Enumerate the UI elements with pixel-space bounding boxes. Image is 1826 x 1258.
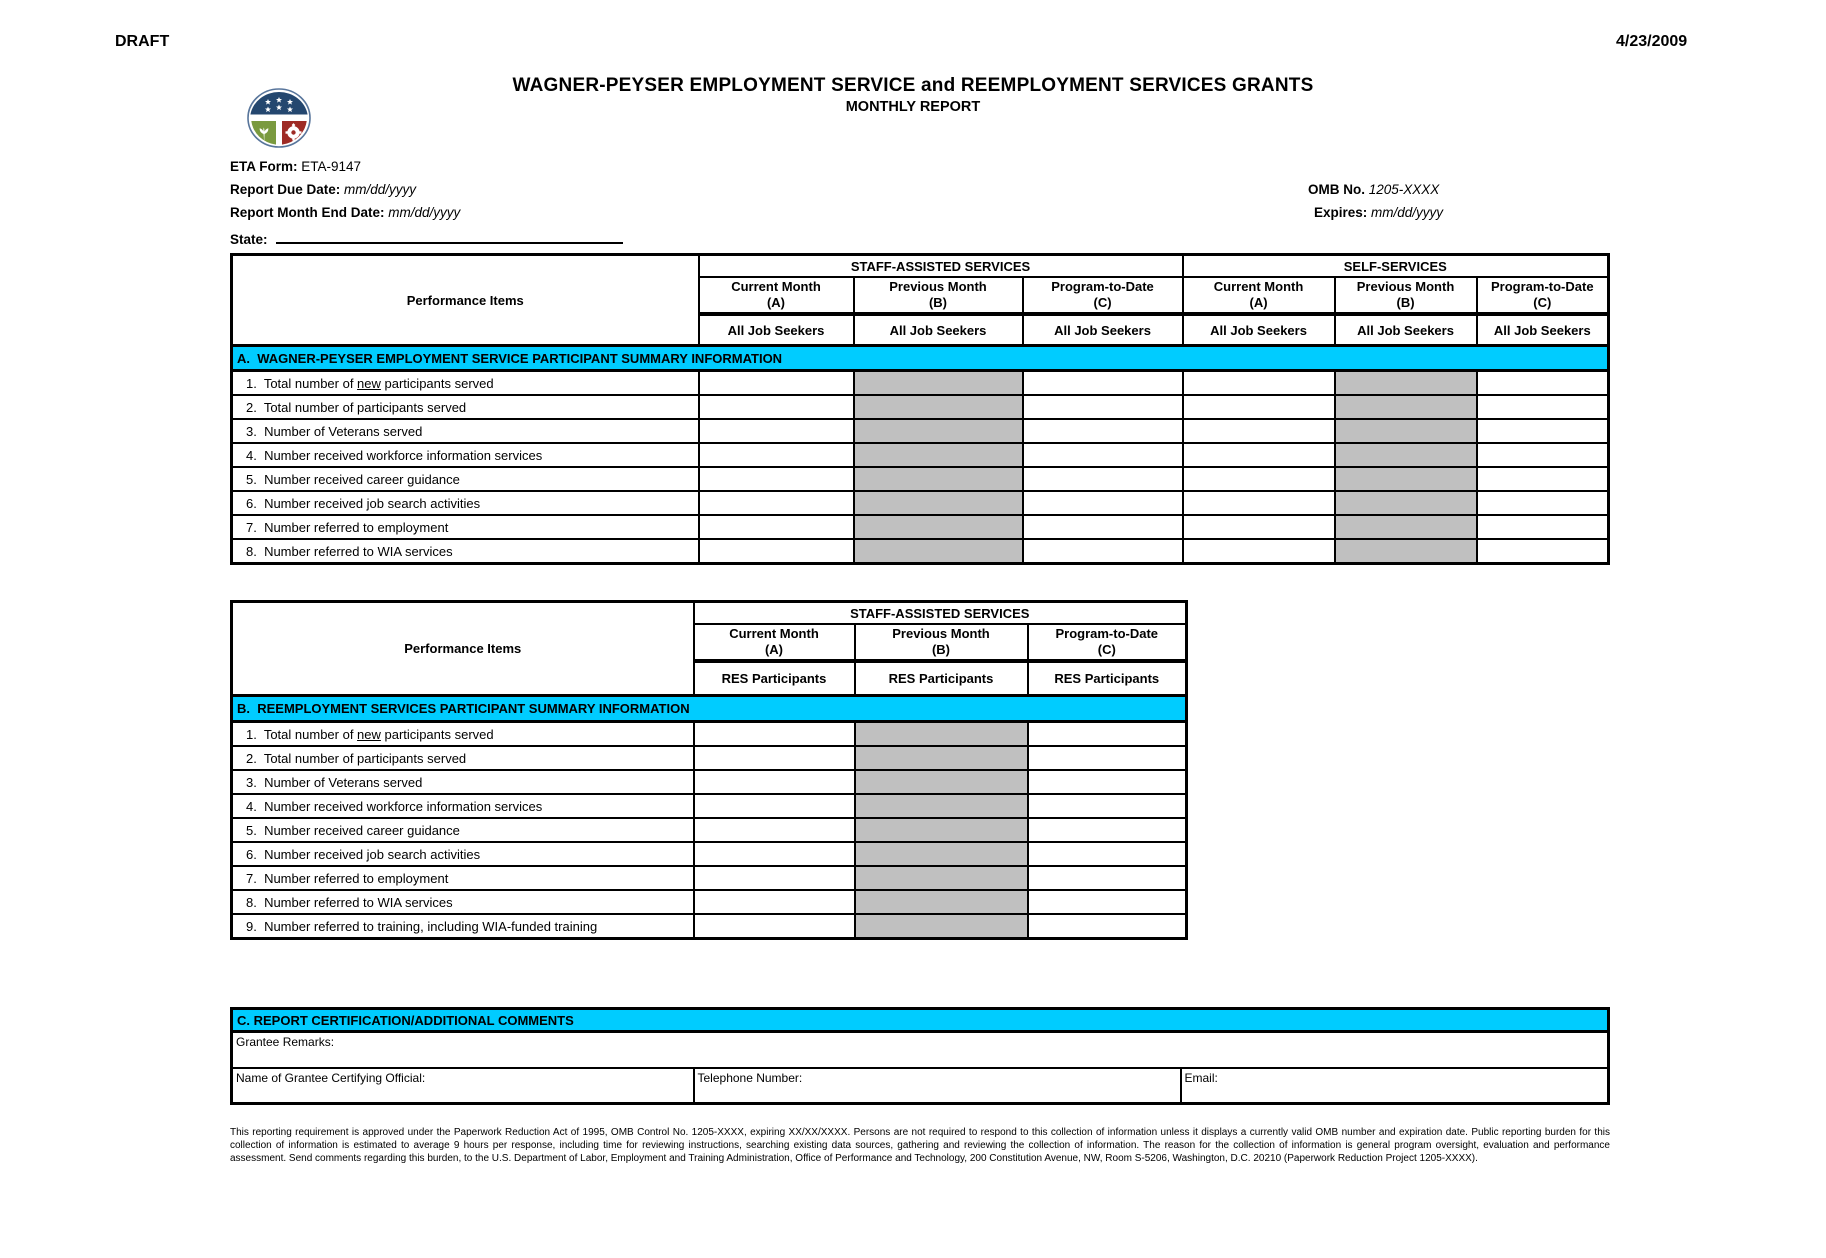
data-cell-shaded (855, 722, 1028, 747)
data-cell[interactable] (1183, 395, 1335, 419)
row-label: 4. Number received workforce information services (232, 794, 694, 818)
row-label: 6. Number received job search activities (232, 491, 699, 515)
data-cell-shaded (854, 467, 1023, 491)
data-cell[interactable] (699, 539, 854, 564)
omb-line (1308, 182, 1439, 197)
table-row (232, 866, 1187, 890)
data-cell[interactable] (1183, 515, 1335, 539)
data-cell[interactable] (699, 419, 854, 443)
row-label: 4. Number received workforce information services (232, 443, 699, 467)
col-header: Current Month (A) (1183, 277, 1335, 314)
data-cell[interactable] (1477, 443, 1609, 467)
month-end-line (230, 205, 460, 220)
data-cell[interactable] (694, 890, 855, 914)
data-cell[interactable] (1183, 491, 1335, 515)
month-end-label: Report Month End Date: (230, 205, 385, 220)
table-row (232, 722, 1187, 747)
section-b-title-bar: B. REEMPLOYMENT SERVICES PARTICIPANT SUMMARY INFORMATION (232, 696, 1187, 722)
data-cell-shaded (1335, 395, 1477, 419)
table-b-reemployment (230, 600, 1188, 940)
row-label: 1. Total number of new participants served (232, 722, 694, 747)
table-row (232, 443, 1609, 467)
row-label: 5. Number received career guidance (232, 467, 699, 491)
data-cell[interactable] (1477, 371, 1609, 396)
self-services-group-header: SELF-SERVICES (1183, 255, 1609, 278)
data-cell-shaded (855, 818, 1028, 842)
data-cell[interactable] (1183, 419, 1335, 443)
data-cell[interactable] (694, 746, 855, 770)
data-cell[interactable] (1028, 770, 1187, 794)
table-row (232, 395, 1609, 419)
sub-header: All Job Seekers (1335, 314, 1477, 346)
data-cell[interactable] (694, 866, 855, 890)
row-label: 6. Number received job search activities (232, 842, 694, 866)
data-cell[interactable] (1023, 419, 1183, 443)
sub-header: All Job Seekers (699, 314, 854, 346)
data-cell[interactable] (1183, 371, 1335, 396)
state-label: State: (230, 232, 268, 247)
col-header: Previous Month (B) (854, 277, 1023, 314)
table-row (232, 794, 1187, 818)
data-cell-shaded (1335, 419, 1477, 443)
data-cell[interactable] (1023, 467, 1183, 491)
table-row (232, 890, 1187, 914)
data-cell[interactable] (699, 467, 854, 491)
certifying-official-label: Name of Grantee Certifying Official: (236, 1071, 426, 1085)
row-label: 5. Number received career guidance (232, 818, 694, 842)
data-cell[interactable] (699, 515, 854, 539)
data-cell-shaded (1335, 515, 1477, 539)
data-cell[interactable] (694, 722, 855, 747)
data-cell-shaded (854, 443, 1023, 467)
row-label: 9. Number referred to training, including WIA-funded training (232, 914, 694, 939)
table-row (232, 770, 1187, 794)
data-cell-shaded (1335, 371, 1477, 396)
data-cell[interactable] (694, 818, 855, 842)
sub-header: All Job Seekers (1183, 314, 1335, 346)
eta-form-label: ETA Form: (230, 159, 298, 174)
data-cell-shaded (1335, 539, 1477, 564)
omb-value: 1205-XXXX (1365, 182, 1440, 197)
report-due-label: Report Due Date: (230, 182, 341, 197)
email-label: Email: (1184, 1071, 1218, 1085)
col-header: Current Month (A) (694, 624, 855, 661)
sub-header: RES Participants (855, 661, 1028, 696)
section-c-title-bar: C. REPORT CERTIFICATION/ADDITIONAL COMMENTS (232, 1009, 1609, 1032)
page-title: WAGNER-PEYSER EMPLOYMENT SERVICE and REEMPLOYMENT SERVICES GRANTS (512, 75, 1314, 96)
data-cell-shaded (855, 914, 1028, 939)
report-due-value: mm/dd/yyyy (340, 182, 417, 197)
expires-line (1314, 205, 1443, 220)
data-cell[interactable] (1023, 395, 1183, 419)
data-cell[interactable] (694, 770, 855, 794)
paperwork-reduction-act-notice: This reporting requirement is approved under the Paperwork Reduction Act of 1995, OMB Control No. 1205-XXXX, expiring XX/XX/XXXX. Persons are not required to respond to this collection of information unless it displays a currently valid OMB number and expiration date. Public reporting burden for this collection of information is estimated to average 9 hours per response, including time for reviewing instructions, searching existing data sources, gathering and reviewing the collection of information. The reason for the collection of information is general program oversight, evaluation and performance assessment. Send comments regarding this burden, to the U.S. Department of Labor, Employment and Training Administration, Office of Performance and Technology, 200 Constitution Avenue, NW, Room S-5206, Washington, D.C. 20210 (Paperwork Reduction Project 1205-XXXX). (230, 1127, 1610, 1164)
month-end-value: mm/dd/yyyy (384, 205, 461, 220)
data-cell-shaded (1335, 443, 1477, 467)
col-header: Program-to-Date (C) (1028, 624, 1187, 661)
data-cell[interactable] (1028, 914, 1187, 939)
expires-label: Expires: (1314, 205, 1368, 220)
email-cell[interactable] (1181, 1068, 1609, 1104)
data-cell[interactable] (1477, 515, 1609, 539)
data-cell[interactable] (1023, 371, 1183, 396)
row-label: 7. Number referred to employment (232, 515, 699, 539)
data-cell[interactable] (1477, 467, 1609, 491)
telephone-cell[interactable] (694, 1068, 1181, 1104)
row-label: 3. Number of Veterans served (232, 419, 699, 443)
data-cell[interactable] (1183, 443, 1335, 467)
sub-header: All Job Seekers (1023, 314, 1183, 346)
table-a-wagner-peyser (230, 253, 1610, 565)
section-c-certification (230, 1007, 1610, 1105)
table-row (232, 842, 1187, 866)
certifying-official-cell[interactable] (232, 1068, 694, 1104)
col-header: Current Month (A) (699, 277, 854, 314)
data-cell[interactable] (1028, 746, 1187, 770)
table-row (232, 371, 1609, 396)
performance-items-header: Performance Items (232, 255, 699, 346)
table-row (232, 515, 1609, 539)
grantee-remarks-cell[interactable] (232, 1032, 1609, 1069)
row-label: 2. Total number of participants served (232, 395, 699, 419)
data-cell-shaded (854, 419, 1023, 443)
data-cell[interactable] (694, 842, 855, 866)
eta-form-line (230, 159, 361, 174)
table-row (232, 746, 1187, 770)
table-row (232, 1068, 1609, 1104)
table-row (232, 818, 1187, 842)
row-label: 2. Total number of participants served (232, 746, 694, 770)
table-row (232, 1032, 1609, 1069)
data-cell-shaded (854, 395, 1023, 419)
data-cell-shaded (855, 794, 1028, 818)
row-label: 1. Total number of new participants served (232, 371, 699, 396)
report-due-line (230, 182, 416, 197)
data-cell-shaded (1335, 467, 1477, 491)
data-cell-shaded (855, 842, 1028, 866)
data-cell-shaded (854, 371, 1023, 396)
sub-header: All Job Seekers (854, 314, 1023, 346)
data-cell[interactable] (1183, 539, 1335, 564)
data-cell[interactable] (1023, 443, 1183, 467)
data-cell[interactable] (1028, 890, 1187, 914)
data-cell[interactable] (1023, 539, 1183, 564)
data-cell-shaded (855, 890, 1028, 914)
omb-label: OMB No. (1308, 182, 1365, 197)
data-cell-shaded (854, 539, 1023, 564)
data-cell[interactable] (1023, 515, 1183, 539)
data-cell[interactable] (699, 491, 854, 515)
data-cell[interactable] (1477, 491, 1609, 515)
telephone-label: Telephone Number: (697, 1071, 803, 1085)
data-cell-shaded (855, 866, 1028, 890)
state-line (230, 229, 623, 247)
staff-assisted-group-header: STAFF-ASSISTED SERVICES (699, 255, 1183, 278)
us-dol-seal-logo (247, 88, 311, 153)
col-header: Program-to-Date (C) (1023, 277, 1183, 314)
performance-items-header: Performance Items (232, 602, 694, 696)
data-cell[interactable] (1028, 794, 1187, 818)
col-header: Previous Month (B) (855, 624, 1028, 661)
data-cell[interactable] (1023, 491, 1183, 515)
data-cell[interactable] (1028, 722, 1187, 747)
data-cell[interactable] (1183, 467, 1335, 491)
draft-watermark: DRAFT (115, 33, 170, 50)
expires-value: mm/dd/yyyy (1367, 205, 1444, 220)
eta-form-value: ETA-9147 (297, 159, 362, 174)
staff-assisted-group-header: STAFF-ASSISTED SERVICES (694, 602, 1187, 625)
table-row (232, 491, 1609, 515)
sub-header: All Job Seekers (1477, 314, 1609, 346)
col-header: Program-to-Date (C) (1477, 277, 1609, 314)
data-cell[interactable] (1028, 866, 1187, 890)
state-input-line[interactable] (276, 229, 623, 244)
data-cell[interactable] (699, 443, 854, 467)
data-cell[interactable] (1477, 395, 1609, 419)
table-row (232, 539, 1609, 564)
header-date: 4/23/2009 (1616, 33, 1688, 50)
table-row (232, 419, 1609, 443)
data-cell[interactable] (1028, 842, 1187, 866)
sub-header: RES Participants (1028, 661, 1187, 696)
sub-header: RES Participants (694, 661, 855, 696)
data-cell-shaded (855, 770, 1028, 794)
data-cell-shaded (854, 491, 1023, 515)
grantee-remarks-label: Grantee Remarks: (236, 1035, 335, 1049)
data-cell[interactable] (1477, 419, 1609, 443)
data-cell[interactable] (699, 371, 854, 396)
col-header: Previous Month (B) (1335, 277, 1477, 314)
table-row (232, 467, 1609, 491)
data-cell-shaded (854, 515, 1023, 539)
data-cell-shaded (1335, 491, 1477, 515)
row-label: 8. Number referred to WIA services (232, 890, 694, 914)
section-a-title-bar: A. WAGNER-PEYSER EMPLOYMENT SERVICE PARTICIPANT SUMMARY INFORMATION (232, 346, 1609, 371)
data-cell[interactable] (694, 914, 855, 939)
table-row (232, 914, 1187, 939)
data-cell[interactable] (699, 395, 854, 419)
row-label: 7. Number referred to employment (232, 866, 694, 890)
data-cell[interactable] (1028, 818, 1187, 842)
data-cell[interactable] (694, 794, 855, 818)
row-label: 3. Number of Veterans served (232, 770, 694, 794)
row-label: 8. Number referred to WIA services (232, 539, 699, 564)
page-subtitle: MONTHLY REPORT (845, 99, 981, 115)
data-cell[interactable] (1477, 539, 1609, 564)
data-cell-shaded (855, 746, 1028, 770)
